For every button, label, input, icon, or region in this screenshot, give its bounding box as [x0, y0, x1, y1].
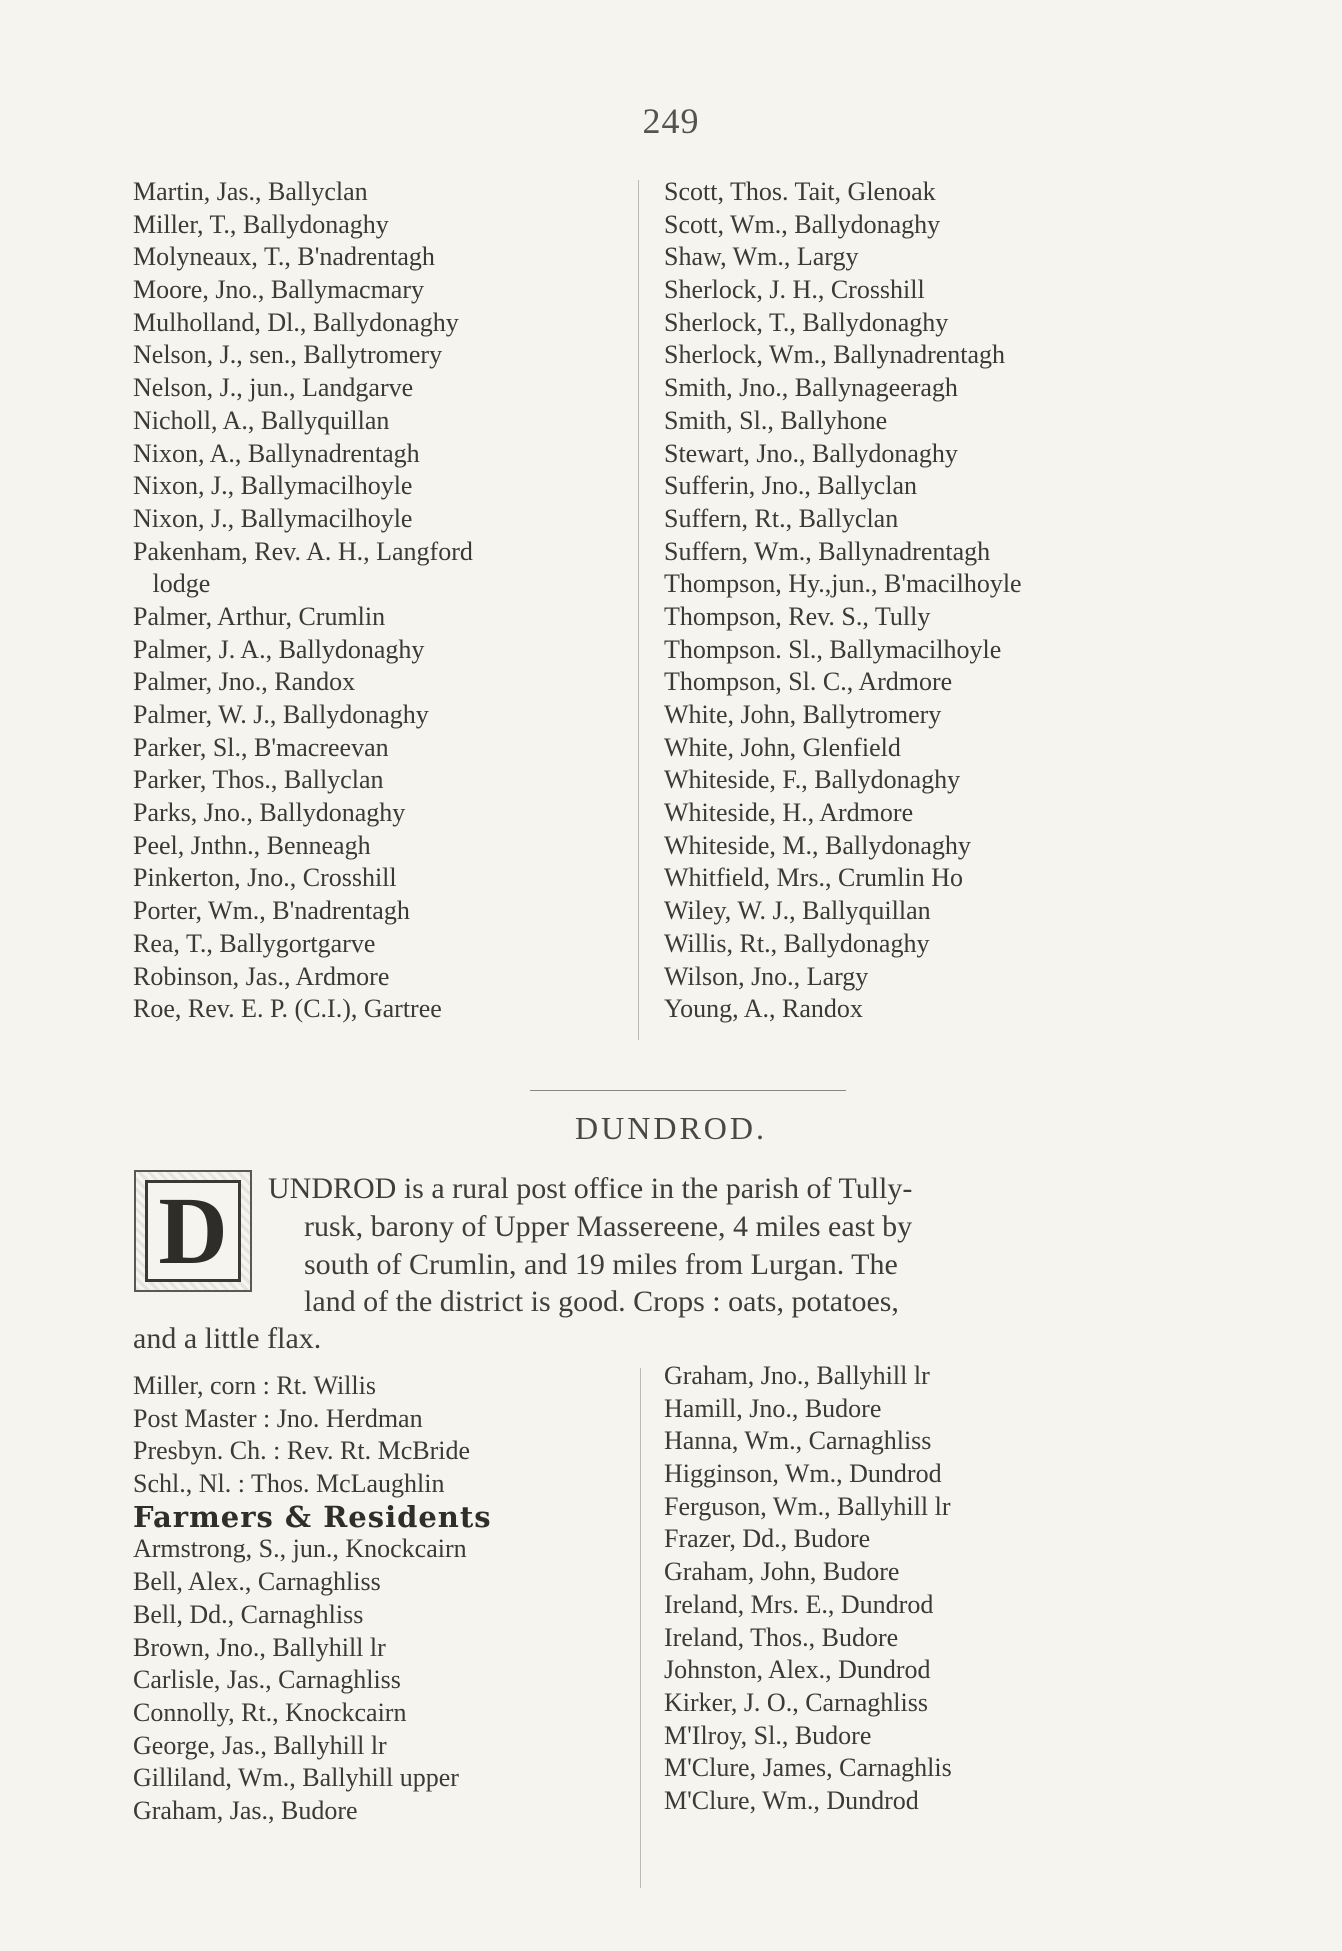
list-item-continuation: lodge [133, 569, 211, 599]
section-title: DUNDROD. [575, 1110, 767, 1146]
list-item: Graham, Jas., Budore [133, 1795, 358, 1825]
list-item: Graham, John, Budore [664, 1557, 900, 1587]
column-divider [640, 1368, 641, 1888]
official-entry: Post Master : Jno. Herdman [133, 1403, 423, 1433]
list-item: Thompson, Hy.,jun., B'macilhoyle [664, 569, 1022, 599]
intro-line: land of the district is good. Crops : oats, potatoes, [304, 1285, 899, 1318]
list-item: Pinkerton, Jno., Crosshill [133, 863, 397, 893]
list-item: Frazer, Dd., Budore [664, 1524, 871, 1554]
list-item: Connolly, Rt., Knockcairn [133, 1697, 407, 1727]
list-item: Bell, Alex., Carnaghliss [133, 1567, 381, 1597]
list-item: Thompson, Rev. S., Tully [664, 601, 931, 631]
list-item: Nixon, J., Ballymacilhoyle [133, 471, 413, 501]
official-entry: Schl., Nl. : Thos. McLaughlin [133, 1469, 445, 1499]
list-item: Sherlock, J. H., Crosshill [664, 275, 925, 305]
list-item: Rea, T., Ballygortgarve [133, 928, 376, 958]
list-item: Hamill, Jno., Budore [664, 1393, 882, 1423]
list-item: Brown, Jno., Ballyhill lr [133, 1632, 386, 1662]
drop-cap-letter: D [145, 1180, 240, 1282]
list-item: White, John, Ballytromery [664, 700, 942, 729]
list-item: Willis, Rt., Ballydonaghy [664, 928, 930, 958]
list-item: Wilson, Jno., Largy [664, 961, 869, 991]
list-item: Ireland, Thos., Budore [664, 1622, 899, 1652]
list-item: Palmer, J. A., Ballydonaghy [133, 634, 425, 664]
list-item: Thompson. Sl., Ballymacilhoyle [664, 634, 1002, 664]
list-item: Suffern, Wm., Ballynadrentagh [664, 536, 991, 566]
list-item: Porter, Wm., B'nadrentagh [133, 896, 410, 926]
entries-column-right-bottom [664, 1360, 1224, 1818]
list-item: Robinson, Jas., Ardmore [133, 961, 390, 991]
list-item: M'Clure, Wm., Dundrod [664, 1785, 919, 1815]
intro-line: UNDROD is a rural post office in the parish of Tully- [268, 1172, 913, 1205]
list-item: Whiteside, H., Ardmore [664, 798, 914, 828]
list-item: M'Clure, James, Carnaghlis [664, 1753, 952, 1783]
list-item: Palmer, Arthur, Crumlin [133, 601, 386, 631]
list-item: Thompson, Sl. C., Ardmore [664, 667, 953, 697]
list-item: Nelson, J., sen., Ballytromery [133, 340, 443, 370]
list-item: Nixon, A., Ballynadrentagh [133, 438, 420, 468]
entries-column-right-top [664, 176, 1224, 1026]
list-item: Ferguson, Wm., Ballyhill lr [664, 1491, 951, 1521]
list-item: George, Jas., Ballyhill lr [133, 1730, 387, 1760]
drop-cap-initial [134, 1170, 252, 1292]
list-item: Suffern, Rt., Ballyclan [664, 503, 899, 533]
list-item: Bell, Dd., Carnaghliss [133, 1599, 364, 1629]
list-item: Stewart, Jno., Ballydonaghy [664, 438, 958, 468]
list-item: Smith, Jno., Ballynageeragh [664, 373, 958, 403]
list-item: Miller, T., Ballydonaghy [133, 209, 389, 239]
list-item: Nelson, J., jun., Landgarve [133, 373, 414, 403]
list-item: Hanna, Wm., Carnaghliss [664, 1426, 932, 1456]
list-item: Wiley, W. J., Ballyquillan [664, 896, 931, 926]
list-item: Parker, Sl., B'macreevan [133, 732, 389, 762]
list-item: Smith, Sl., Ballyhone [664, 405, 888, 435]
entries-column-left-bottom [133, 1370, 633, 1828]
list-item: White, John, Glenfield [664, 732, 901, 762]
list-item: Whiteside, F., Ballydonaghy [664, 765, 961, 795]
list-item: Young, A., Randox [664, 994, 863, 1024]
entries-column-left-top [133, 176, 633, 1026]
list-item: Nicholl, A., Ballyquillan [133, 405, 390, 435]
list-item: Nixon, J., Ballymacilhoyle [133, 503, 413, 533]
list-item: Sufferin, Jno., Ballyclan [664, 471, 917, 501]
list-item: Scott, Wm., Ballydonaghy [664, 209, 941, 239]
list-item: Peel, Jnthn., Benneagh [133, 830, 371, 860]
list-item: Whitfield, Mrs., Crumlin Ho [664, 863, 963, 893]
list-item: Moore, Jno., Ballymacmary [133, 275, 424, 305]
list-item: Scott, Thos. Tait, Glenoak [664, 177, 936, 206]
list-item: M'Ilroy, Sl., Budore [664, 1720, 872, 1750]
list-item: Roe, Rev. E. P. (C.I.), Gartree [133, 994, 442, 1024]
official-entry: Presbyn. Ch. : Rev. Rt. McBride [133, 1436, 471, 1466]
list-item: Shaw, Wm., Largy [664, 242, 859, 272]
list-item: Mulholland, Dl., Ballydonaghy [133, 307, 459, 337]
intro-line: rusk, barony of Upper Massereene, 4 miles east by [304, 1210, 913, 1243]
list-item: Whiteside, M., Ballydonaghy [664, 830, 971, 860]
list-item: Parks, Jno., Ballydonaghy [133, 798, 406, 828]
list-item: Graham, Jno., Ballyhill lr [664, 1361, 930, 1390]
list-item: Ireland, Mrs. E., Dundrod [664, 1589, 934, 1619]
official-entry: Miller, corn : Rt. Willis [133, 1371, 376, 1400]
section-divider [530, 1090, 846, 1091]
list-item: Armstrong, S., jun., Knockcairn [133, 1534, 467, 1564]
page-number: 249 [642, 101, 700, 141]
list-item: Carlisle, Jas., Carnaghliss [133, 1665, 401, 1695]
list-item: Palmer, W. J., Ballydonaghy [133, 700, 429, 729]
column-divider [638, 180, 639, 1040]
list-item: Martin, Jas., Ballyclan [133, 177, 368, 206]
list-item: Higginson, Wm., Dundrod [664, 1459, 942, 1489]
list-item: Sherlock, Wm., Ballynadrentagh [664, 340, 1006, 370]
list-item: Johnston, Alex., Dundrod [664, 1655, 931, 1685]
list-item: Pakenham, Rev. A. H., Langford [133, 536, 473, 566]
intro-line: and a little flax. [133, 1322, 322, 1355]
list-item: Palmer, Jno., Randox [133, 667, 356, 697]
list-item: Kirker, J. O., Carnaghliss [664, 1687, 928, 1717]
intro-line: south of Crumlin, and 19 miles from Lurgan. The [304, 1248, 898, 1281]
list-item: Parker, Thos., Ballyclan [133, 765, 384, 795]
list-item: Molyneaux, T., B'nadrentagh [133, 242, 435, 272]
subheading: Farmers & Residents [133, 1499, 492, 1534]
list-item: Gilliland, Wm., Ballyhill upper [133, 1763, 459, 1793]
list-item: Sherlock, T., Ballydonaghy [664, 307, 949, 337]
